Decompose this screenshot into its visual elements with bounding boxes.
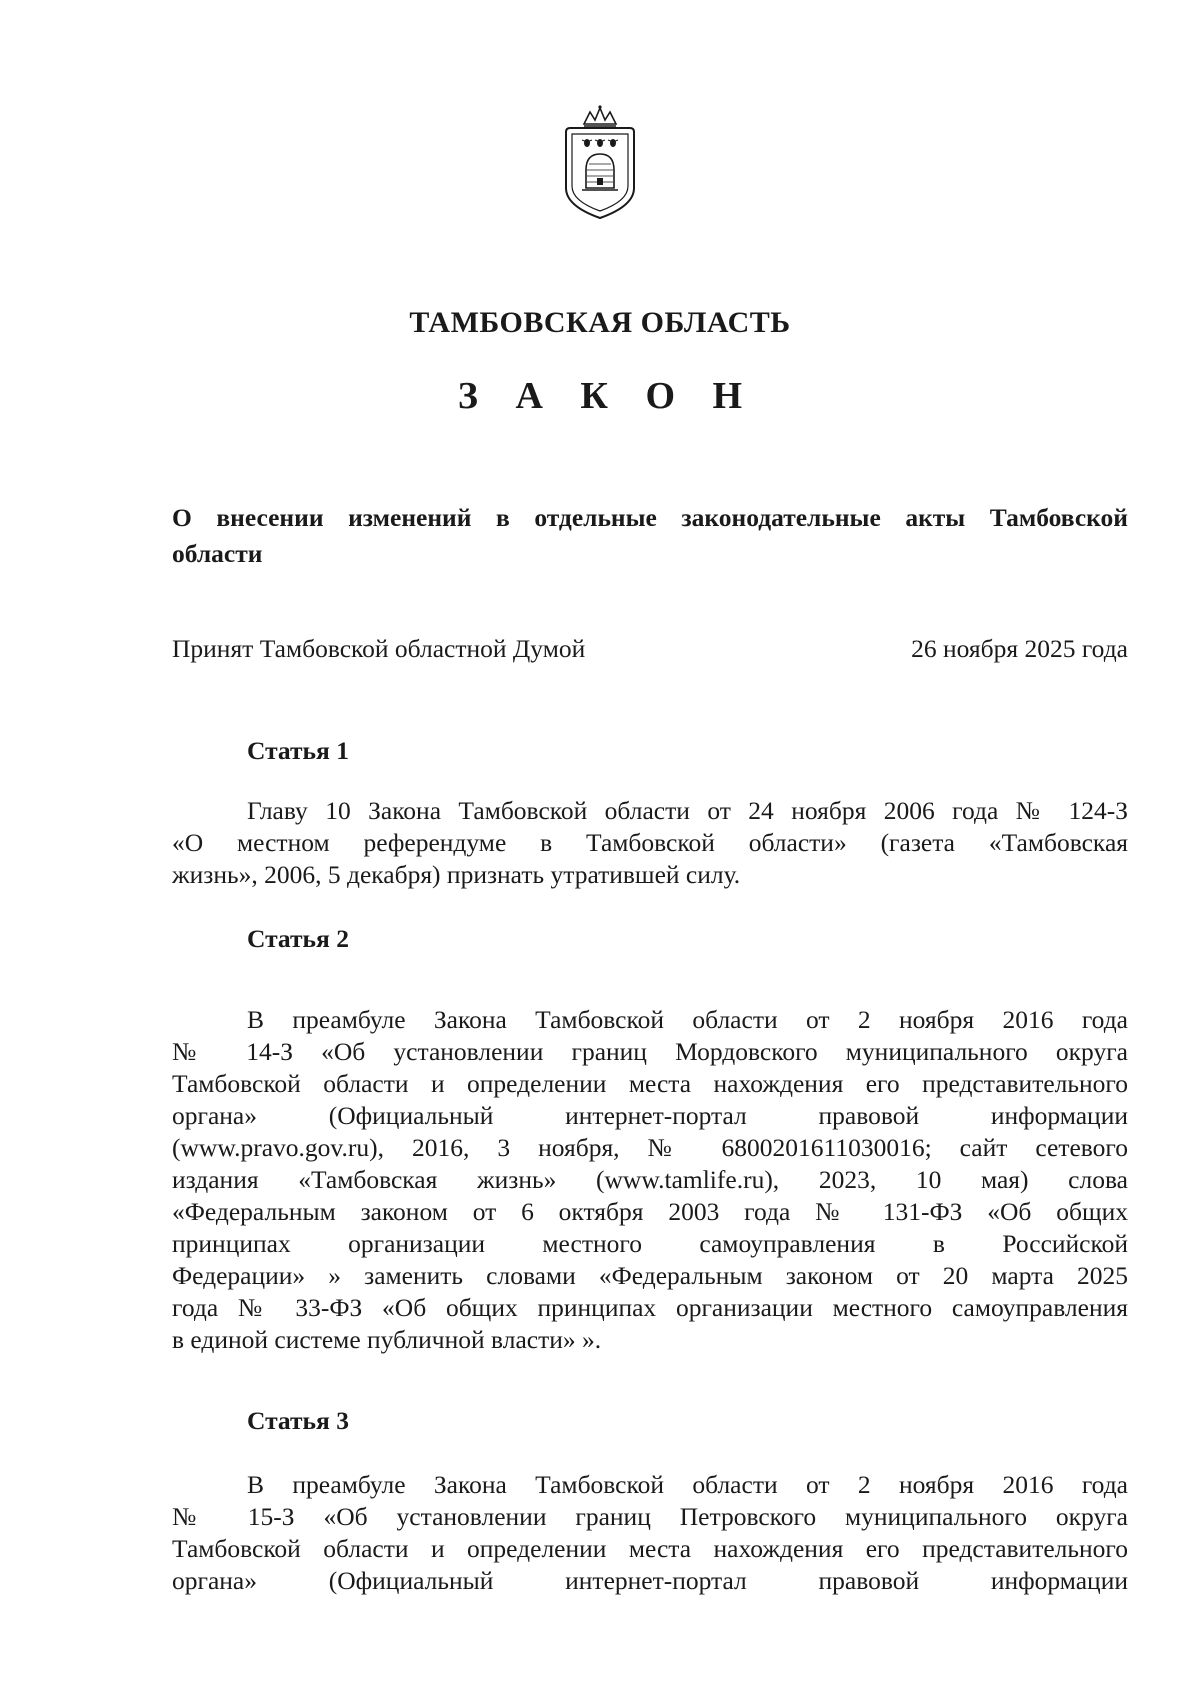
article-text-line: Федерации» » заменить словами «Федеральным законом от 20 марта 2025 xyxy=(172,1261,1128,1290)
article-body xyxy=(172,1469,1128,1597)
article-text-line: Тамбовской области и определении места нахождения его представительного xyxy=(172,1534,1128,1563)
article-text-line: № 15-З «Об установлении границ Петровского муниципального округа xyxy=(172,1502,1128,1531)
article-text-line: в единой системе публичной власти» ». xyxy=(172,1325,602,1354)
article-text-line: издания «Тамбовская жизнь» (www.tamlife.ru), 2023, 10 мая) слова xyxy=(172,1165,1128,1194)
law-title-line: О внесении изменений в отдельные законодательные акты Тамбовской xyxy=(172,503,1128,532)
article-heading: Статья 1 xyxy=(247,736,349,765)
article-text-line: органа» (Официальный интернет-портал правовой информации xyxy=(172,1566,1128,1595)
article-heading: Статья 3 xyxy=(247,1406,349,1435)
article-text-line: Тамбовской области и определении места нахождения его представительного xyxy=(172,1069,1128,1098)
region-heading: ТАМБОВСКАЯ ОБЛАСТЬ xyxy=(409,306,791,339)
article-text-line: жизнь», 2006, 5 декабря) признать утратившей силу. xyxy=(172,860,741,889)
article-text-line: года № 33-ФЗ «Об общих принципах организации местного самоуправления xyxy=(172,1293,1128,1322)
article-heading: Статья 2 xyxy=(247,924,349,953)
article-body xyxy=(172,795,1128,891)
article-text-line: В преамбуле Закона Тамбовской области от 2 ноября 2016 года xyxy=(247,1470,1128,1499)
article-text-line: «Федеральным законом от 6 октября 2003 года № 131-ФЗ «Об общих xyxy=(172,1197,1128,1226)
article-body xyxy=(172,1004,1128,1356)
law-title xyxy=(172,500,1128,572)
article-text-line: органа» (Официальный интернет-портал правовой информации xyxy=(172,1101,1128,1130)
article-text-line: принципах организации местного самоуправления в Российской xyxy=(172,1229,1128,1258)
article-text-line: Главу 10 Закона Тамбовской области от 24 ноября 2006 года № 124-З xyxy=(247,796,1128,825)
coat-of-arms-icon xyxy=(554,102,646,222)
adopted-by: Принят Тамбовской областной Думой xyxy=(172,634,586,663)
adoption-row xyxy=(172,634,1128,664)
article-text-line: «О местном референдуме в Тамбовской области» (газета «Тамбовская xyxy=(172,828,1128,857)
article-text-line: (www.pravo.gov.ru), 2016, 3 ноября, № 6800201611030016; сайт сетевого xyxy=(172,1133,1128,1162)
document-type-heading: З А К О Н xyxy=(457,375,757,417)
article-text-line: В преамбуле Закона Тамбовской области от 2 ноября 2016 года xyxy=(247,1005,1128,1034)
adoption-date: 26 ноября 2025 года xyxy=(911,634,1128,663)
article-text-line: № 14-З «Об установлении границ Мордовского муниципального округа xyxy=(172,1037,1128,1066)
law-title-line: области xyxy=(172,539,263,568)
